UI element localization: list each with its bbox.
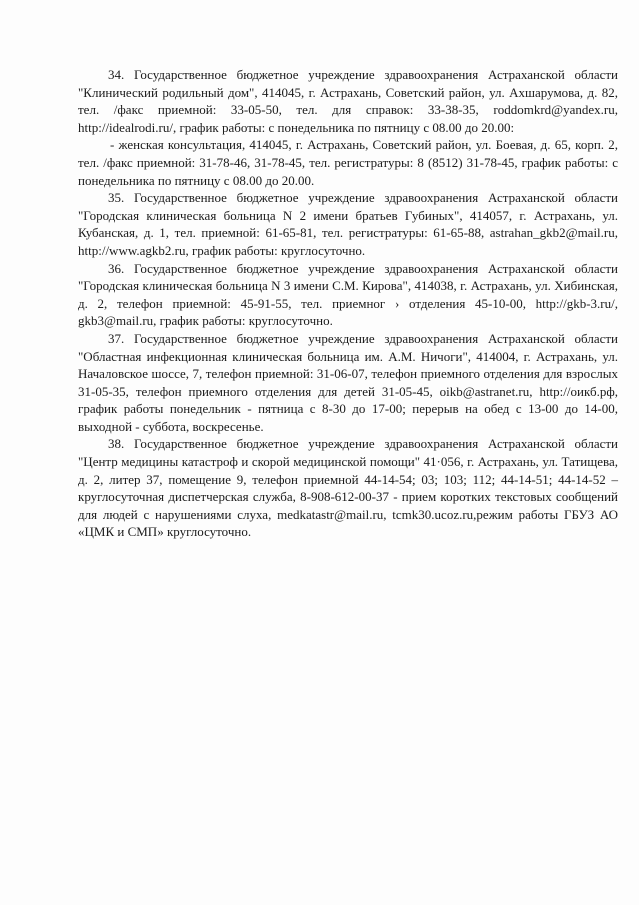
paragraph-35: 35. Государственное бюджетное учреждение здравоохранения Астраханской области "Городская клиническая больница N 2 имени братьев Губиных", 414057, г. Астрахань, ул. Кубанская, д. 1, тел. приемной: 61-65-81, тел. регистратуры: 61-65-88, astrahan_gkb2@mail.ru, http://www.agkb2.ru, график работы: круглосуточно.: [78, 190, 618, 258]
document-body: [78, 66, 618, 541]
paragraph-37: 37. Государственное бюджетное учреждение здравоохранения Астраханской области "Областная инфекционная клиническая больница им. А.М. Ничоги", 414004, г. Астрахань, ул. Началовское шоссе, 7, телефон приемной: 31-06-07, телефон приемного отделения для взрослых 31-05-35, телефон приемного отделения для детей 31-05-45, oikb@astranet.ru, http://оикб.рф, график работы понедельник - пятница с 8-30 до 17-00; перерыв на обед с 13-00 до 14-00, выходной - суббота, воскресенье.: [78, 330, 618, 434]
paragraph-38: 38. Государственное бюджетное учреждение здравоохранения Астраханской области "Центр медицины катастроф и скорой медицинской помощи" 41·056, г. Астрахань, ул. Татищева, д. 2, литер 37, помещение 9, телефон приемной 44-14-54; 03; 103; 112; 44-14-51; 44-14-52 – круглосуточная диспетчерская служба, 8-908-612-00-37 - прием коротких текстовых сообщений для людей с нарушениями слуха, medkatastr@mail.ru, tcmk30.ucoz.ru,режим работы ГБУЗ АО «ЦМК и СМП» круглосуточно.: [78, 436, 618, 540]
paragraph-34: 34. Государственное бюджетное учреждение здравоохранения Астраханской области "Клинический родильный дом", 414045, г. Астрахань, Советский район, ул. Ахшарумова, д. 82, тел. /факс приемной: 33-05-50, тел. для справок: 33-38-35, roddomkrd@yandex.ru, http://idealrodi.ru/, график работы: с понедельника по пятницу с 08.00 до 20.00:: [78, 67, 618, 135]
paragraph-36: 36. Государственное бюджетное учреждение здравоохранения Астраханской области "Городская клиническая больница N 3 имени С.М. Кирова", 414038, г. Астрахань, ул. Хибинская, д. 2, телефон приемной: 45-91-55, тел. приемног › отделения 45-10-00, http://gkb-3.ru/, gkb3@mail.ru, график работы: круглосуточно.: [78, 260, 618, 329]
paragraph-34-womens-clinic: - женская консультация, 414045, г. Астрахань, Советский район, ул. Боевая, д. 65, корп. 2, тел. /факс приемной: 31-78-46, 31-78-45, тел. регистратуры: 8 (8512) 31-78-45, график работы: с понедельника по пятницу с 08.00 до 20.00.: [78, 137, 618, 188]
